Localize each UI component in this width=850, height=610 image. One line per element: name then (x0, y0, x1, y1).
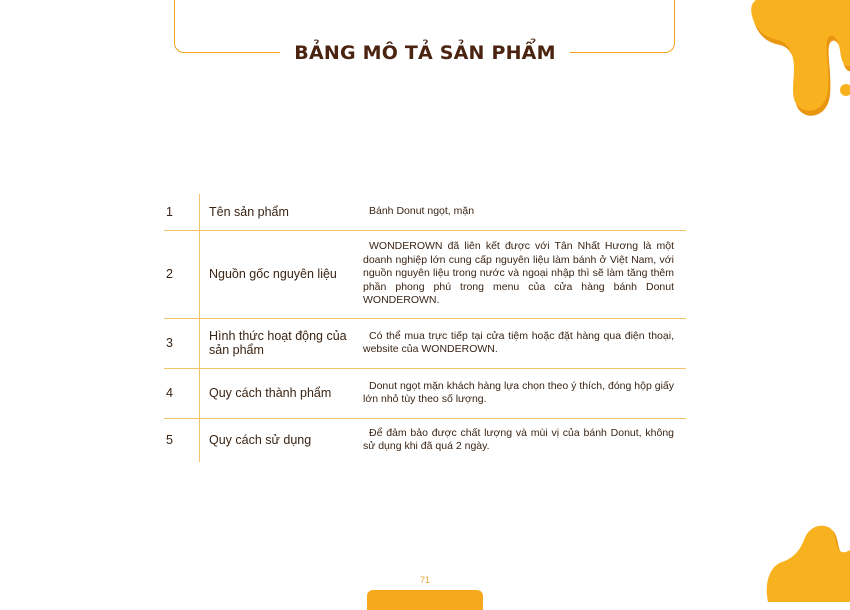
product-description-table (164, 194, 686, 462)
row-label: Hình thức hoạt động của sản phẩm (209, 329, 347, 357)
table-row (164, 230, 686, 318)
row-description (355, 230, 686, 318)
row-number: 5 (164, 418, 200, 462)
row-number: 1 (164, 194, 200, 230)
table-row (164, 194, 686, 230)
row-description (355, 418, 686, 462)
row-description-text: Bánh Donut ngọt, mặn (369, 205, 475, 218)
top-drip-decoration (738, 0, 850, 120)
row-number: 3 (164, 318, 200, 368)
row-description-text: Donut ngọt mặn khách hàng lựa chọn theo ý thích, đóng hộp giấy lớn nhỏ tùy theo số lượng. (363, 379, 674, 405)
bottom-drip-decoration (760, 522, 850, 602)
row-label: Quy cách thành phẩm (209, 386, 332, 400)
title-box (280, 38, 570, 68)
row-description-text: Có thể mua trực tiếp tại cửa tiệm hoặc đặt hàng qua điện thoại, website của WONDEROWN. (363, 329, 674, 355)
page-title: BẢNG MÔ TẢ SẢN PHẨM (294, 42, 556, 64)
row-description (355, 318, 686, 368)
page-number: 71 (419, 575, 430, 585)
row-description-text: WONDEROWN đã liên kết được với Tân Nhất Hương là một doanh nghiệp lớn cung cấp nguyên liệu làm bánh ở Việt Nam, với nguồn nguyên liệu trong nước và ngoại nhập thì sẽ làm tăng thêm phần phong phú trong menu của cửa hàng bánh Donut WONDEROWN. (363, 240, 674, 307)
row-label: Quy cách sử dụng (209, 433, 312, 448)
row-description-text: Để đảm bảo được chất lượng và mùi vị của bánh Donut, không sử dụng khi đã quá 2 ngày. (363, 426, 674, 453)
row-number: 2 (164, 230, 200, 318)
row-number: 4 (164, 368, 200, 418)
footer-tab-decoration (367, 590, 483, 610)
row-description (355, 368, 686, 418)
row-description (355, 194, 686, 230)
table-row (164, 318, 686, 368)
table-row (164, 418, 686, 462)
row-label: Tên sản phẩm (209, 204, 289, 219)
row-label: Nguồn gốc nguyên liệu (209, 267, 337, 281)
table-row (164, 368, 686, 418)
